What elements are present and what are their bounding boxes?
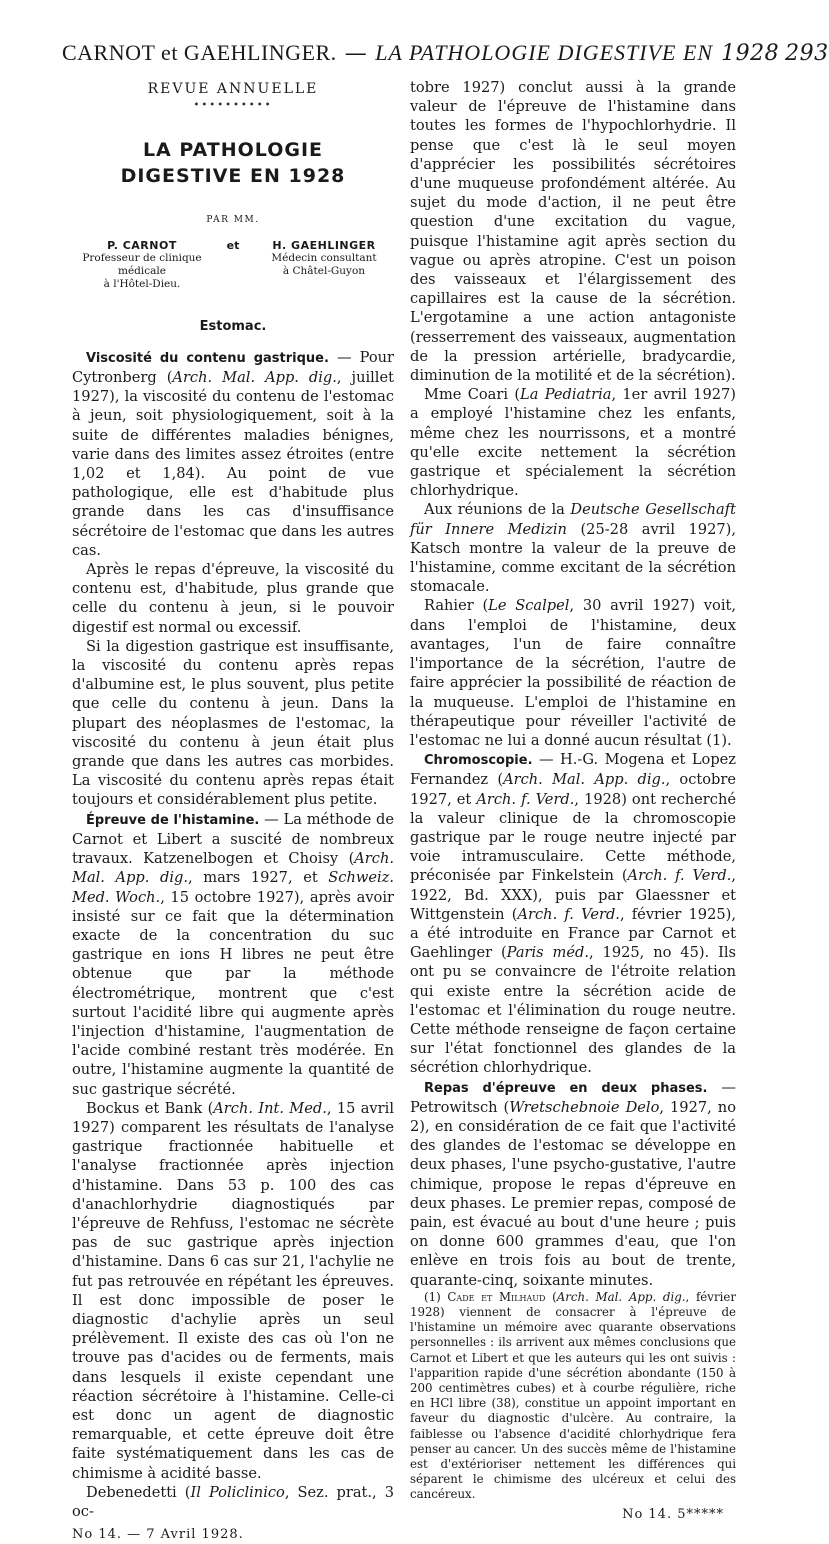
citation: Arch. Int. Med. xyxy=(213,1099,327,1117)
authors-block xyxy=(72,239,394,291)
header-title: LA PATHOLOGIE DIGESTIVE EN xyxy=(375,40,714,65)
paragraph-text: , octobre 1927, et xyxy=(410,771,736,808)
paragraph-text: Debenedetti ( xyxy=(86,1483,191,1501)
paragraph-text: — Petrowitsch ( xyxy=(410,1078,737,1116)
paragraph xyxy=(72,348,394,560)
citation: La Pediatria xyxy=(520,386,612,404)
paragraph: Si la digestion gastrique est insuffisante, la viscosité du contenu après repas d'albumine est, le plus souvent, plus petite que celle du contenu à jeun. Dans la plupart des néoplasmes de l'estomac, la viscosité du contenu à jeun était plus grande que dans les autres cas morbides. La viscosité du contenu après repas était toujours et considérablement plus petite. xyxy=(72,637,394,809)
author-affiliation: Médecin consultant xyxy=(271,251,377,264)
paragraph-text: (25-28 avril 1927), Katsch montre la valeur de la preuve de l'histamine, comme excitant de la sécrétion stomacale. xyxy=(410,520,736,596)
author-gaehlinger xyxy=(254,239,394,291)
page-signature: No 14. 5***** xyxy=(622,1506,724,1522)
paragraph-text: , 30 avril 1927) voit, dans l'emploi de l'histamine, deux avantages, l'un de faire connaître l'importance de la sécrétion, l'autre de faire apprécier la possibilité de réaction de la muqueuse. L'emploi de l'histamine en thérapeutique pour réveiller l'activité de l'estomac ne lui a donné aucun résultat (1). xyxy=(410,597,736,749)
paragraph: tobre 1927) conclut aussi à la grande valeur de l'épreuve de l'histamine dans toutes les formes de l'hypochlorhydrie. Il pense que c'est là le seul moyen d'apprécier les possibilités sécrétoires d'une muqueuse profondément altérée. Au sujet du mode d'action, il ne peut être question d'une excitation du vague, puisque l'histamine agit après section du vague ou après atropine. C'est un poison des vaisseaux et l'élargissement des capillaires est la cause de la sécrétion. L'ergotamine a une action antagoniste (resserrement des vaisseaux, augmentation de la pression artérielle, bradycardie, diminution de la motilité et de la sécrétion). xyxy=(410,79,736,385)
author-affiliation: à l'Hôtel-Dieu. xyxy=(103,277,181,290)
paragraph xyxy=(410,500,736,596)
issue-footer: No 14. — 7 Avril 1928. xyxy=(72,1527,244,1543)
citation: Wretschebnoie Delo xyxy=(509,1098,660,1116)
paragraph-text: , 15 octobre 1927), après avoir insisté sur ce fait que la détermination exacte de la concentration du suc gastrique en ions H libres ne peut être obtenue que par la méthode électrométrique, montrent que c'est surtout l'acidité libre qui augmente après l'injection d'histamine, l'augmentation de l'acide combiné restant très modérée. En outre, l'histamine augmente la quantité de suc gastrique sécrété. xyxy=(72,888,394,1098)
citation: Schweiz. Med. Woch. xyxy=(72,869,394,906)
paragraph-text: , 15 avril 1927) comparent les résultats de l'analyse gastrique fractionnée habituelle et l'analyse fractionnée après injection d'histamine. Dans 53 p. 100 des cas d'anachlorhydrie diagnostiqués par l'épreuve de Rehfuss, l'estomac ne sécrète pas de suc gastrique après injection d'histamine. Dans 6 cas sur 21, l'achylie ne fut pas retrouvée en répétant les épreuves. Il est donc impossible de poser le diagnostic d'achylie après un seul prélèvement. Il existe des cas où l'on ne trouve pas d'acides ou de ferments, mais dans lesquels il existe cependant une réaction sécrétoire à l'histamine. Celle-ci est donc un agent de diagnostic remarquable, et cette épreuve doit être faite systématiquement dans les cas de chimisme à acidité basse. xyxy=(72,1099,394,1482)
section-heading: Estomac. xyxy=(199,318,267,334)
paragraph-text: , 1928) ont recherché la valeur clinique de la chromoscopie gastrique par le rouge neutre injecté par voie intramusculaire. Cette méthode, préconisée par Finkelstein ( xyxy=(410,790,736,885)
paragraph xyxy=(72,810,394,1099)
right-column xyxy=(410,78,736,1524)
footnote-text: ( xyxy=(545,1289,557,1304)
paragraph xyxy=(410,596,736,750)
paragraph-lead: Épreuve de l'histamine. xyxy=(86,812,260,828)
par-mm: PAR MM. xyxy=(206,215,260,226)
paragraph xyxy=(410,750,736,1077)
citation: Arch. Mal. App. dig. xyxy=(503,771,666,789)
citation: Arch. Mal. App. dig. xyxy=(172,369,337,387)
footnote-authors: Cade et Milhaud xyxy=(447,1289,546,1304)
header-year: 1928 xyxy=(721,41,780,66)
footnote xyxy=(410,1290,736,1503)
paragraph-text: , 1er avril 1927) a employé l'histamine chez les enfants, même chez les nourrissons, et a montré qu'elle excite nettement la sécrétion gastrique et spécialement la sécrétion chlorhydrique. xyxy=(410,386,737,500)
paragraph xyxy=(410,385,736,500)
author-carnot xyxy=(72,239,212,291)
paragraph xyxy=(72,1099,394,1483)
author-name: P. CARNOT xyxy=(107,238,177,252)
header-page-number: 293 xyxy=(785,41,829,66)
author-name: H. GAEHLINGER xyxy=(272,238,376,252)
paragraph-text: , 1925, no 45). Ils ont pu se convaincre de l'étroite relation qui existe entre la sécrétion acide de l'estomac et l'élimination du rouge neutre. Cette méthode renseigne de façon certaine sur l'état fonctionnel des glandes de la sécrétion chlorhydrique. xyxy=(410,944,736,1077)
running-header xyxy=(62,40,829,66)
paragraph-text: Bockus et Bank ( xyxy=(86,1099,214,1117)
article-title xyxy=(72,137,394,189)
citation: Arch. f. Verd. xyxy=(476,790,575,808)
paragraph-lead: Repas d'épreuve en deux phases. xyxy=(424,1080,708,1096)
paragraph-text: Aux réunions de la xyxy=(424,501,571,519)
paragraph-lead: Viscosité du contenu gastrique. xyxy=(86,350,329,366)
footnote-mark: (1) xyxy=(424,1289,448,1304)
header-dash: — xyxy=(344,41,368,66)
paragraph-text: , 1922, Bd. XXX), puis par Glaessner et Wittgenstein ( xyxy=(410,867,736,923)
author-affiliation: Professeur de clinique médicale xyxy=(82,251,202,277)
paragraph-text: , février 1925), a été introduite en France par Carnot et Gaehlinger ( xyxy=(410,905,736,962)
paragraph-text: Rahier ( xyxy=(424,597,489,615)
paragraph xyxy=(410,1078,736,1290)
paragraph-text: — H.-G. Mogena et Lopez Fernandez ( xyxy=(410,751,736,789)
citation: Arch. f. Verd. xyxy=(627,867,732,885)
citation: Deutsche Gesellschaft für Innere Medizin xyxy=(410,501,736,538)
citation: Paris méd. xyxy=(506,944,590,962)
citation: Arch. Mal. App. dig. xyxy=(72,850,394,887)
paragraph-text: , Sez. prat., 3 oc- xyxy=(72,1483,394,1520)
paragraph-text: Mme Coari ( xyxy=(424,386,521,404)
paragraph-text: — La méthode de Carnot et Libert a suscité de nombreux travaux. Katzenelbogen et Choisy ( xyxy=(72,810,394,868)
revue-label: REVUE ANNUELLE xyxy=(147,81,319,97)
paragraph-text: , juillet 1927), la viscosité du contenu de l'estomac à jeun, soit physiologiquement, soit à la suite de différentes maladies bénignes, varie dans des limites assez étroites (entre 1,02 et 1,84). Au point de vue pathologique, elle est d'habitude plus grande dans les cas d'insuffisance sécrétoire de l'estomac que dans les autres cas. xyxy=(72,369,394,559)
author-affiliation: à Châtel-Guyon xyxy=(282,264,366,277)
paragraph: Après le repas d'épreuve, la viscosité du contenu est, d'habitude, plus grande que celle du contenu à jeun, si le pouvoir digestif est normal ou excessif. xyxy=(72,561,394,636)
ornament-rule: •••••••••• xyxy=(193,100,273,112)
paragraph-text: — Pour Cytronberg ( xyxy=(72,348,394,387)
paragraph-text: , 1927, no 2), en considération de ce fait que l'activité des glandes de l'estomac se développe en deux phases, l'une psycho-gustative, l'autre chimique, propose le repas d'épreuve en deux phases. Le premier repas, composé de pain, est évacué au bout d'une heure ; puis on donne 600 grammes d'eau, que l'on enlève en trois fois au bout de trente, quarante-cinq, soixante minutes. xyxy=(410,1098,736,1289)
paragraph xyxy=(72,1483,394,1521)
author-conjunction: et xyxy=(226,238,240,252)
paragraph-text: , mars 1927, et xyxy=(188,869,329,887)
article-title-line-2: DIGESTIVE EN 1928 xyxy=(120,165,346,188)
article-title-line-1: LA PATHOLOGIE xyxy=(142,139,324,162)
citation: Le Scalpel xyxy=(488,597,570,615)
paragraph-lead: Chromoscopie. xyxy=(424,753,533,769)
citation: Arch. Mal. App. dig. xyxy=(556,1289,686,1304)
left-column xyxy=(72,78,394,1544)
citation: Il Policlinico xyxy=(190,1483,285,1501)
citation: Arch. f. Verd. xyxy=(517,905,620,923)
footnote-text: , février 1928) viennent de consacrer à l'épreuve de l'histamine un mémoire avec quarante observations personnelles : ils arrivent aux mêmes conclusions que Carnot et Libert et que les auteurs qui les ont suivis : l'apparition rapide d'une sécrétion abondante (150 à 200 centimètres cubes) et à courbe régulière, riche en HCl libre (38), constitue un appoint important en faveur du diagnostic d'ulcère. Au contraire, la faiblesse ou l'absence d'acidité chlorhydrique fera penser au cancer. Un des succès même de l'histamine est d'extérioriser nettement les différences qui séparent le chimisme des ulcéreux et celui des cancéreux. xyxy=(410,1289,736,1502)
header-authors: CARNOT et GAEHLINGER. xyxy=(62,40,337,65)
